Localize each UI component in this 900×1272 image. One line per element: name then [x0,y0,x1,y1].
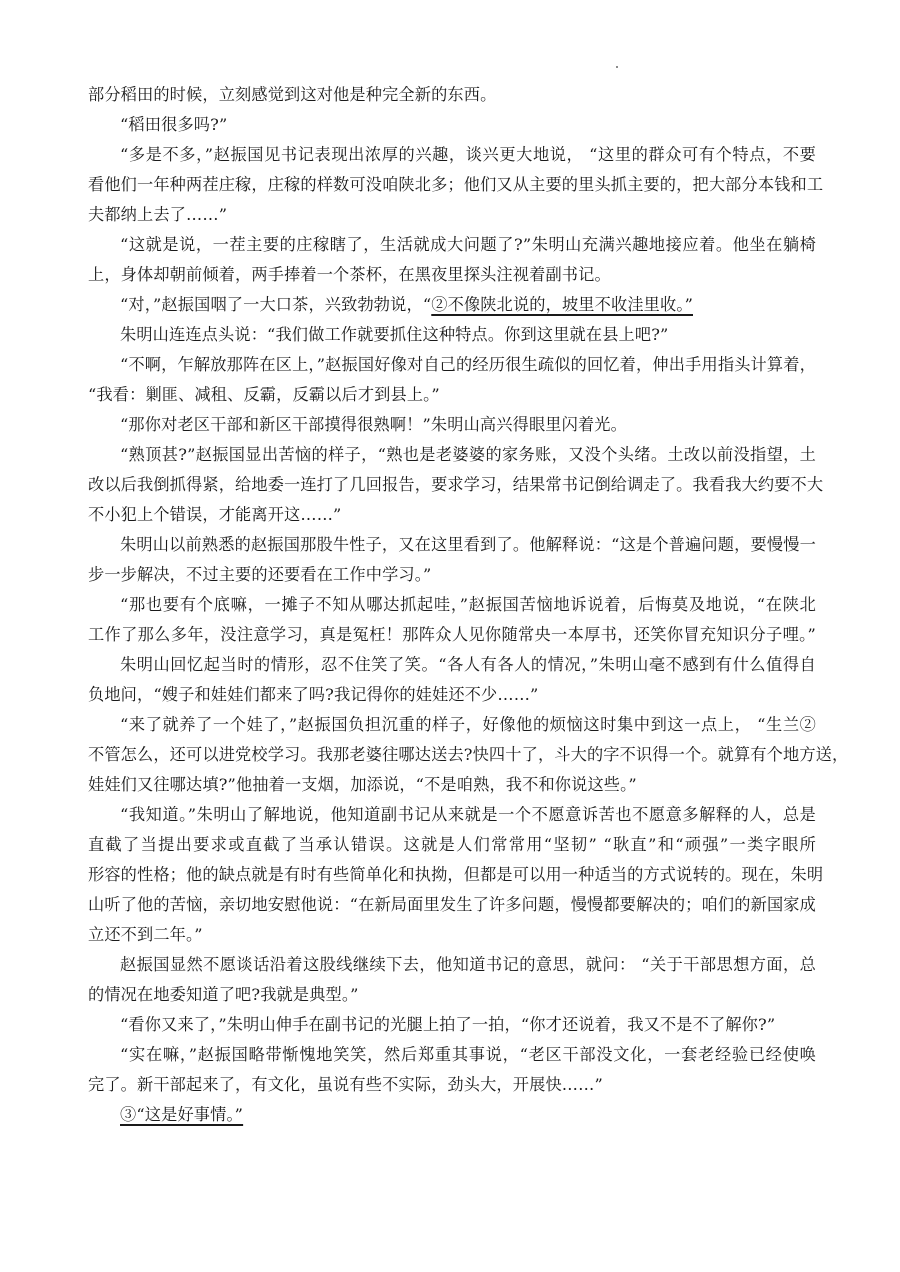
line-text: “这就是说，一茬主要的庄稼瞎了，生活就成大问题了?”朱明山充满兴趣地接应着。他坐在躺椅 [120,235,816,254]
text-line [88,950,816,980]
line-text: “熟顶甚?”赵振国显出苦恼的样子，“熟也是老婆婆的家务账，又没个头绪。土改以前没指望，土 [120,445,816,464]
text-line [88,1070,816,1100]
text-line [88,530,816,560]
text-line [88,200,816,230]
text-line [88,590,816,620]
text-line [88,740,849,770]
line-text: 改以后我倒抓得紧，给地委一连打了几回报告，要求学习，结果常书记倒给调走了。我看我大约要不大 [88,475,824,494]
line-text: 朱明山回忆起当时的情形，忍不住笑了笑。“各人有各人的情况，”朱明山毫不感到有什么值得自 [120,655,816,674]
text-line [88,320,816,350]
line-text: 不小犯上个错误，才能离开这……” [88,505,342,524]
text-line [88,500,816,530]
line-text: 赵振国显然不愿谈话沿着这股线继续下去，他知道书记的意思，就问： “关于干部思想方面，总 [120,955,816,974]
text-line [88,860,824,890]
scan-speck [616,66,618,68]
line-text: “不啊，乍解放那阵在区上，”赵振国好像对自己的经历很生疏似的回忆着，伸出手用指头计算着， [120,355,816,374]
line-text: 上，身体却朝前倾着，两手捧着一个茶杯，在黑夜里探头注视着副书记。 [88,265,611,284]
line-text: “我知道。”朱明山了解地说，他知道副书记从来就是一个不愿意诉苦也不愿意多解释的人，总是 [120,805,816,824]
text-line [88,140,816,170]
line-text: “多是不多，”赵振国见书记表现出浓厚的兴趣，谈兴更大地说， “这里的群众可有个特点，不要 [120,145,816,164]
text-line [88,170,824,200]
line-text: 的情况在地委知道了吧?我就是典型。” [88,985,359,1004]
text-line [88,1010,816,1040]
line-text: “那你对老区干部和新区干部摸得很熟啊！”朱明山高兴得眼里闪着光。 [120,415,627,434]
line-text: 山听了他的苦恼，亲切地安慰他说：“在新局面里发生了许多问题，慢慢都要解决的；咱们的新国家成 [88,895,816,914]
text-line [88,980,816,1010]
text-line [88,230,816,260]
text-line [88,1040,816,1070]
line-text: 负地问，“嫂子和娃娃们都来了吗?我记得你的娃娃还不少……” [88,685,539,704]
text-line [88,1100,816,1130]
text-line [88,290,816,320]
line-text: 步一步解决，不过主要的还要看在工作中学习。” [88,565,432,584]
text-line [88,560,816,590]
text-body [88,80,849,1130]
text-line [88,410,816,440]
line-text: “我看：剿匪、减租、反霸，反霸以后才到县上。” [88,385,440,404]
line-text: 朱明山连连点头说：“我们做工作就要抓住这种特点。你到这里就在县上吧?” [120,325,669,344]
line-text: 不管怎么，还可以进党校学习。我那老婆往哪达送去?快四十了，斗大的字不识得一个。就算有个地方送， [88,745,849,764]
line-text: “实在嘛，”赵振国略带惭愧地笑笑，然后郑重其事说，“老区干部没文化，一套老经验已经使唤 [120,1045,816,1064]
text-line [88,710,816,740]
line-text: 看他们一年种两茬庄稼，庄稼的样数可没咱陕北多；他们又从主要的里头抓主要的，把大部分本钱和工 [88,175,824,194]
line-text: “稻田很多吗?” [120,115,228,134]
text-line [88,620,816,650]
text-line [88,800,816,830]
text-line [88,110,816,140]
text-line [88,260,816,290]
text-line [88,680,816,710]
line-text: “来了就养了一个娃了，”赵振国负担沉重的样子，好像他的烦恼这时集中到这一点上， “生兰② [120,715,816,734]
line-text: 朱明山以前熟悉的赵振国那股牛性子，又在这里看到了。他解释说：“这是个普遍问题，要慢慢一 [120,535,816,554]
underlined-text: ③“这是好事情。” [120,1105,244,1124]
text-line [88,890,816,920]
text-line [88,770,816,800]
line-text: 完了。新干部起来了，有文化，虽说有些不实际，劲头大，开展快……” [88,1075,603,1094]
text-line [88,470,824,500]
line-text: “对，”赵振国咽了一大口茶，兴致勃勃说，“ [120,295,432,314]
line-text: 部分稻田的时候，立刻感觉到这对他是种完全新的东西。 [88,85,497,104]
line-text: “看你又来了，”朱明山伸手在副书记的光腿上拍了一拍，“你才还说着，我又不是不了解你?” [120,1015,776,1034]
line-text: 形容的性格；他的缺点就是有时有些简单化和执拗，但都是可以用一种适当的方式说转的。现在，朱明 [88,865,824,884]
text-line [88,920,816,950]
text-line [88,80,816,110]
line-text: 工作了那么多年，没注意学习，真是冤枉！那阵众人见你随常央一本厚书，还笑你冒充知识分子哩。” [88,625,816,644]
text-line [88,350,816,380]
line-text: “那也要有个底嘛，一摊子不知从哪达抓起哇，”赵振国苦恼地诉说着，后悔莫及地说，“在陕北 [120,595,816,614]
text-line [88,830,816,860]
text-line [88,440,816,470]
line-text: 娃娃们又往哪达填?”他抽着一支烟，加添说，“不是咱熟，我不和你说这些。” [88,775,637,794]
text-line [88,650,816,680]
line-text: 直截了当提出要求或直截了当承认错误。这就是人们常常用“坚韧” “耿直”和“顽强”一类字眼所 [88,835,816,854]
line-text: 夫都纳上去了……” [88,205,228,224]
line-text: 立还不到二年。” [88,925,203,944]
underlined-text: ②不像陕北说的，坡里不收洼里收。” [431,295,693,314]
text-line [88,380,816,410]
